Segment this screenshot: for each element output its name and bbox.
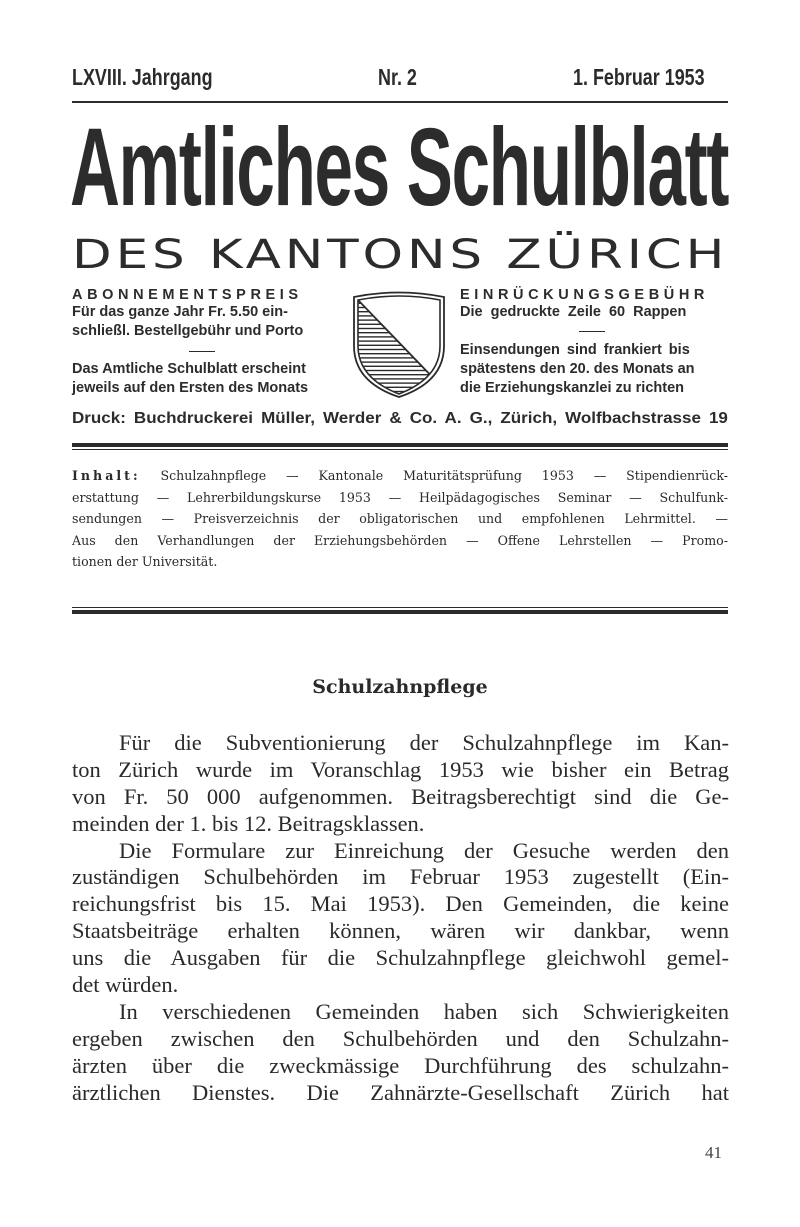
article-body	[72, 730, 729, 1106]
coat-of-arms	[351, 290, 447, 398]
masthead	[70, 104, 730, 229]
publication-note-line-2: jeweils auf den Ersten des Monats	[72, 380, 309, 396]
header-rule	[72, 101, 728, 103]
toc-line: sendungen — Preisverzeichnis der obligatorischen und empfohlenen Lehrmittel. —	[72, 511, 728, 526]
contents-rule-thin	[72, 607, 728, 608]
article-line: ergeben zwischen den Schulbehörden und den Schulzahn-	[72, 1025, 729, 1051]
article-line: zuständigen Schulbehörden im Februar 1953 zugestellt (Ein-	[72, 864, 729, 890]
contents-rule-thick	[72, 610, 728, 614]
article-line: ton Zürich wurde im Voranschlag 1953 wie bisher ein Betrag	[72, 756, 729, 782]
article-title: Schulzahnpflege	[312, 676, 488, 698]
issue-date: 1. Februar 1953	[573, 64, 705, 90]
masthead-title: Amtliches Schulblatt	[70, 104, 729, 229]
volume-label: LXVIII. Jahrgang	[72, 64, 213, 90]
subscription-price-line-1: Für das ganze Jahr Fr. 5.50 ein-	[72, 304, 288, 320]
printer-rule-thick	[72, 443, 728, 447]
zurich-coat-of-arms-icon	[351, 290, 447, 398]
printer-line: Druck: Buchdruckerei Müller, Werder & Co. A. G., Zürich, Wolfbachstrasse 19	[72, 410, 728, 427]
article-line: ärztlichen Dienstes. Die Zahnärzte-Gesellschaft Zürich hat	[72, 1079, 729, 1105]
article-line: ärzten über die zweckmässige Durchführung des schulzahn-	[72, 1052, 729, 1078]
table-of-contents	[72, 465, 728, 573]
issue-number: Nr. 2	[378, 64, 417, 90]
toc-label: Inhalt:	[72, 468, 141, 483]
masthead-subtitle: DES KANTONS ZÜRICH	[72, 232, 729, 278]
article-line: reichungsfrist bis 15. Mai 1953). Den Gemeinden, die keine	[72, 891, 729, 917]
toc-line: erstattung — Lehrerbildungskurse 1953 — Heilpädagogisches Seminar — Schulfunk-	[72, 489, 728, 505]
submission-note-line-2: spätestens den 20. des Monats an	[460, 361, 695, 377]
page-number: 41	[705, 1143, 722, 1162]
article-line: In verschiedenen Gemeinden haben sich Schwierigkeiten	[119, 998, 729, 1024]
article-line: uns die Ausgaben für die Schulzahnpflege gleichwohl gemel-	[72, 945, 729, 971]
article-line: von Fr. 50 000 aufgenommen. Beitragsberechtigt sind die Ge-	[72, 783, 729, 809]
submission-note-line-1: Einsendungen sind frankiert bis	[460, 342, 690, 358]
toc-line: Aus den Verhandlungen der Erziehungsbehörden — Offene Lehrstellen — Promo-	[72, 532, 728, 548]
insertion-divider	[579, 331, 605, 332]
submission-note-line-3: die Erziehungskanzlei zu richten	[460, 380, 684, 396]
article-line: det würden.	[72, 972, 179, 998]
subscription-divider	[189, 351, 215, 352]
article-line: Staatsbeiträge erhalten können, wären wir dankbar, wenn	[72, 918, 729, 944]
subscription-heading: ABONNEMENTSPREIS	[72, 287, 303, 303]
publication-note-line-1: Das Amtliche Schulblatt erscheint	[72, 361, 306, 377]
article-line: Die Formulare zur Einreichung der Gesuche werden den	[119, 837, 729, 863]
insertion-heading: EINRÜCKUNGSGEBÜHR	[460, 287, 709, 303]
article-line: meinden der 1. bis 12. Beitragsklassen.	[72, 810, 425, 836]
toc-line: tionen der Universität.	[72, 554, 218, 569]
article-line: Für die Subventionierung der Schulzahnpflege im Kan-	[119, 730, 729, 755]
printer-rule-thin	[72, 449, 728, 450]
toc-line: Inhalt: Schulzahnpflege — Kantonale Maturitätsprüfung 1953 — Stipendienrück-	[72, 468, 728, 483]
subscription-price-line-2: schließl. Bestellgebühr und Porto	[72, 323, 304, 339]
insertion-price-line: Die gedruckte Zeile 60 Rappen	[460, 304, 687, 320]
